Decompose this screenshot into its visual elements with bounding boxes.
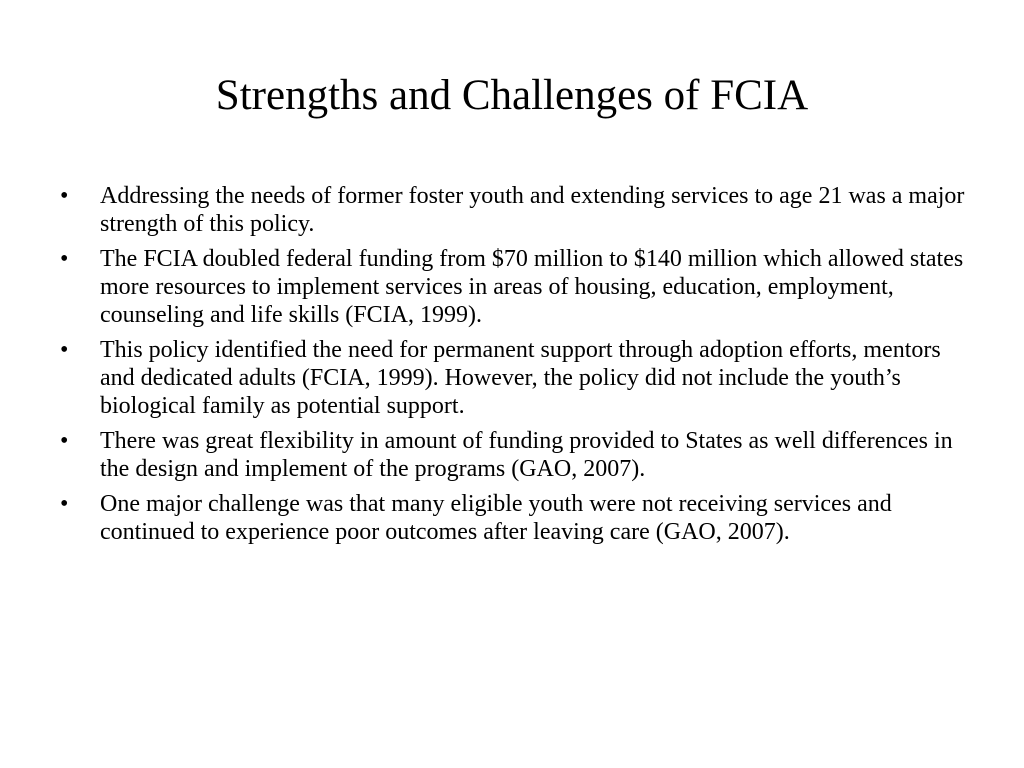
bullet-text: This policy identified the need for permanent support through adoption efforts, mentors and dedicated adults (FCIA, 1999). However, the policy did not include the youth’s biological family as potential support.: [100, 337, 941, 419]
bullet-item: [58, 490, 968, 546]
bullet-text: There was great flexibility in amount of funding provided to States as well differences in the design and implement of the programs (GAO, 2007).: [100, 428, 953, 482]
bullet-item: [58, 336, 968, 420]
bullet-item: [58, 182, 968, 238]
bullet-dot-icon: •: [60, 246, 69, 272]
bullet-item: [58, 427, 968, 483]
bullet-dot-icon: •: [60, 428, 69, 454]
slide-title: Strengths and Challenges of FCIA: [215, 72, 809, 119]
bullet-dot-icon: •: [60, 183, 69, 209]
bullet-text: The FCIA doubled federal funding from $70 million to $140 million which allowed states more resources to implement services in areas of housing, education, employment, counseling and life skills (FCIA, 1999).: [100, 246, 964, 328]
bullet-item: [58, 245, 968, 329]
bullet-list: [58, 182, 968, 553]
bullet-text: One major challenge was that many eligible youth were not receiving services and continued to experience poor outcomes after leaving care (GAO, 2007).: [100, 491, 892, 545]
bullet-dot-icon: •: [60, 491, 69, 517]
bullet-text: Addressing the needs of former foster youth and extending services to age 21 was a major strength of this policy.: [100, 183, 965, 237]
bullet-dot-icon: •: [60, 337, 69, 363]
